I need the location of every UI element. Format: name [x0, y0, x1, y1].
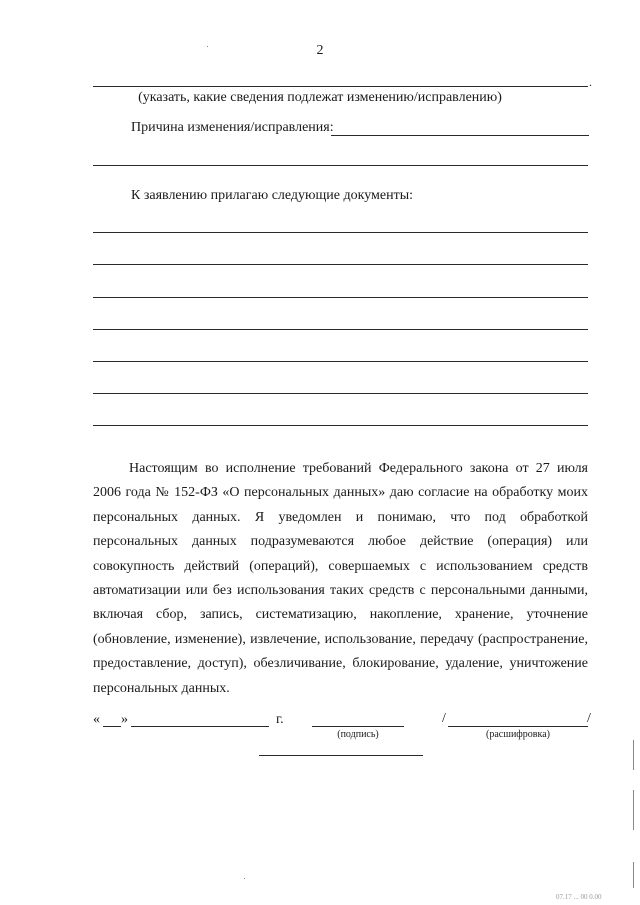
- line-end-dot: .: [589, 75, 592, 89]
- scan-edge-mark: [633, 790, 634, 830]
- scan-speck: [207, 46, 208, 47]
- reason-label: Причина изменения/исправления:: [131, 120, 334, 135]
- bottom-rule: [259, 755, 423, 756]
- attachment-line[interactable]: [93, 393, 588, 394]
- corner-scan-text: 07.17 ... 00 0.00: [556, 893, 602, 901]
- change-details-caption: (указать, какие сведения подлежат изменению/исправлению): [138, 90, 502, 105]
- scan-edge-mark: [633, 740, 634, 770]
- transcript-field[interactable]: [448, 726, 588, 727]
- page-number: 2: [316, 43, 324, 58]
- change-details-line[interactable]: [93, 86, 588, 87]
- signature-caption: (подпись): [337, 729, 379, 740]
- scan-edge-mark: [633, 862, 634, 888]
- transcript-caption: (расшифровка): [486, 729, 550, 740]
- attachment-line[interactable]: [93, 264, 588, 265]
- date-month-field[interactable]: [131, 726, 269, 727]
- date-open-quote: «: [93, 712, 100, 727]
- attachment-line[interactable]: [93, 232, 588, 233]
- attachment-line[interactable]: [93, 297, 588, 298]
- reason-field-line[interactable]: [331, 135, 589, 136]
- transcript-slash-left: /: [442, 711, 446, 726]
- year-suffix: г.: [276, 712, 284, 727]
- transcript-slash-right: /: [587, 711, 591, 726]
- attachment-line[interactable]: [93, 425, 588, 426]
- attachment-line[interactable]: [93, 329, 588, 330]
- attachments-label: К заявлению прилагаю следующие документы:: [131, 188, 414, 203]
- reason-continuation-line[interactable]: [93, 165, 588, 166]
- date-close-quote: »: [121, 712, 128, 727]
- attachment-line[interactable]: [93, 361, 588, 362]
- signature-field[interactable]: [312, 726, 404, 727]
- consent-paragraph: Настоящим во исполнение требований Федерального закона от 27 июля 2006 года № 152-ФЗ «О персональных данных» даю согласие на обработку моих персональных данных. Я уведомлен и понимаю, что под обработкой персональных данных подразумеваются любое действие (операция) или совокупность действий (операций), совершаемых с использованием средств автоматизации или без использования таких средств с персональными данными, включая сбор, запись, систематизацию, накопление, хранение, уточнение (обновление, изменение), извлечение, использование, передачу (распространение, предоставление, доступ), обезличивание, блокирование, удаление, уничтожение персональных данных.: [93, 461, 588, 696]
- date-day-field[interactable]: [103, 726, 121, 727]
- scan-speck: [244, 878, 245, 879]
